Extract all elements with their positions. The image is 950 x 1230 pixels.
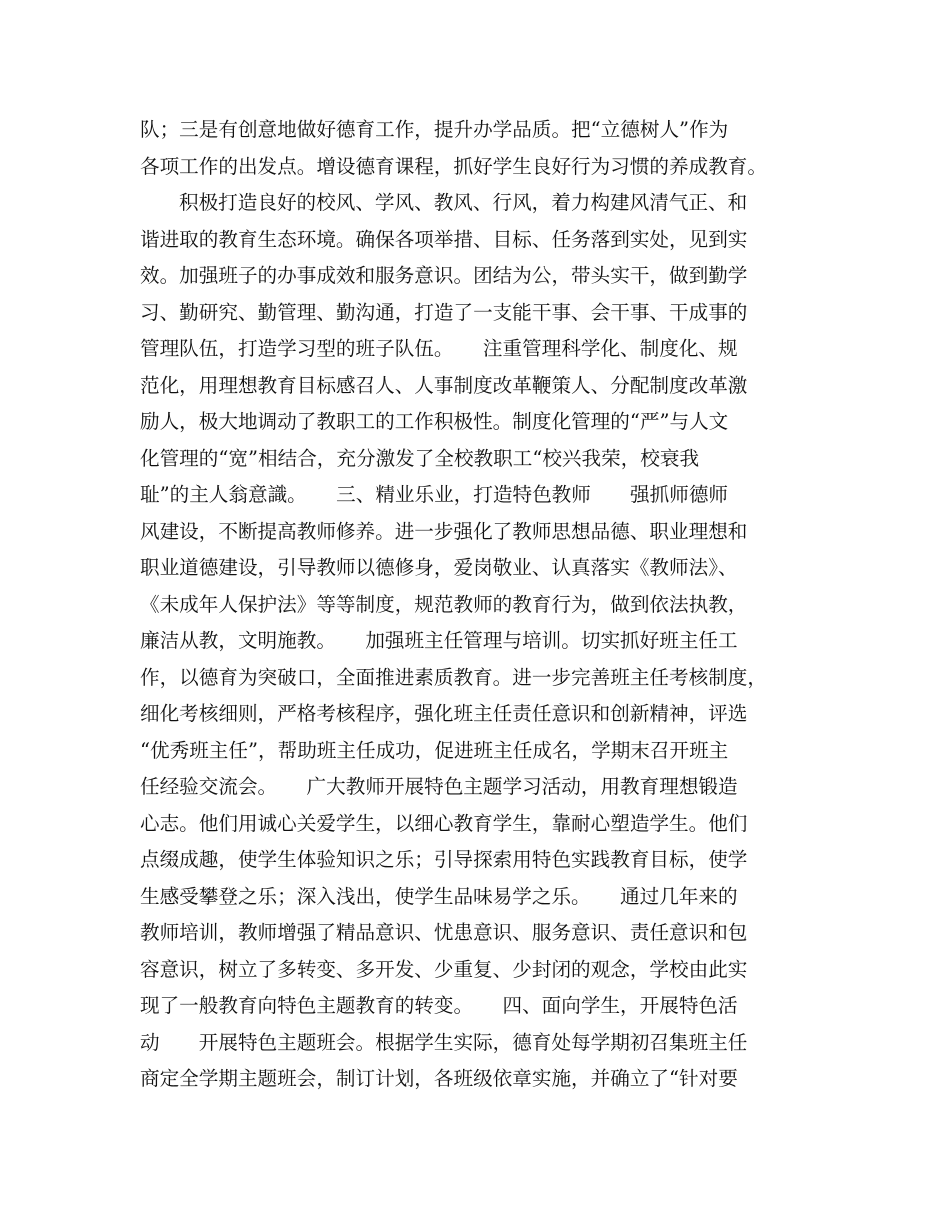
text-line: 动 开展特色主题班会。根据学生实际，德育处每学期初召集班主任 bbox=[140, 1030, 748, 1054]
text-line: 职业道德建设，引导教师以德修身，爱岗敬业、认真落实《教师法》、 bbox=[140, 556, 738, 579]
text-line: 现了一般教育向特色主题教育的转变。 四、面向学生，开展特色活 bbox=[140, 994, 738, 1017]
document-body bbox=[140, 112, 830, 1098]
text-line: 风建设，不断提高教师修养。进一步强化了教师思想品德、职业理想和 bbox=[140, 519, 748, 543]
text-line: 效。加强班子的办事成效和服务意识。团结为公，带头实干，做到勤学 bbox=[140, 264, 748, 287]
text-line: 生感受攀登之乐；深入浅出，使学生品味易学之乐。 通过几年来的 bbox=[140, 884, 738, 908]
text-line: 各项工作的出发点。增设德育课程，抓好学生良好行为习惯的养成教育。 bbox=[140, 154, 767, 178]
text-line: 习、勤研究、勤管理、勤沟通，打造了一支能干事、会干事、干成事的 bbox=[140, 300, 748, 324]
text-line: 容意识，树立了多转变、多开发、少重复、少封闭的观念，学校由此实 bbox=[140, 957, 748, 981]
text-line: 队；三是有创意地做好德育工作，提升办学品质。把“立德树人”作为 bbox=[140, 118, 729, 141]
text-line: 管理队伍，打造学习型的班子队伍。 注重管理科学化、制度化、规 bbox=[140, 337, 738, 360]
text-line: 谐进取的教育生态环境。确保各项举措、目标、任务落到实处，见到实 bbox=[140, 227, 748, 251]
text-line: 教师培训，教师增强了精品意识、忧患意识、服务意识、责任意识和包 bbox=[140, 921, 748, 944]
text-line: 心志。他们用诚心关爱学生，以细心教育学生，靠耐心塑造学生。他们 bbox=[140, 811, 748, 835]
text-line: 廉洁从教，文明施教。 加强班主任管理与培训。切实抓好班主任工 bbox=[140, 629, 738, 652]
text-line: 积极打造良好的校风、学风、教风、行风，着力构建风清气正、和 bbox=[179, 191, 748, 214]
text-line: 《未成年人保护法》等等制度，规范教师的教育行为，做到依法执教， bbox=[140, 592, 748, 616]
text-line: 耻”的主人翁意識。 三、精业乐业，打造特色教师 强抓师德师 bbox=[140, 483, 729, 506]
text-line: 励人，极大地调动了教职工的工作积极性。制度化管理的“严”与人文 bbox=[140, 410, 729, 433]
text-line: 点缀成趣，使学生体验知识之乐；引导探索用特色实践教育目标，使学 bbox=[140, 848, 748, 871]
text-line: 细化考核细则，严格考核程序，强化班主任责任意识和创新精神，评选 bbox=[140, 702, 748, 725]
text-line: 范化，用理想教育目标感召人、人事制度改革鞭策人、分配制度改革激 bbox=[140, 373, 748, 397]
text-line: “优秀班主任”，帮助班主任成功，促进班主任成名，学期末召开班主 bbox=[140, 738, 729, 762]
text-line: 作，以德育为突破口，全面推进素质教育。进一步完善班主任考核制度， bbox=[140, 665, 767, 689]
text-line: 化管理的“宽”相结合，充分激发了全校教职工“校兴我荣，校衰我 bbox=[140, 446, 700, 470]
text-line: 商定全学期主题班会，制订计划，各班级依章实施，并确立了“针对要 bbox=[140, 1067, 738, 1090]
text-line: 任经验交流会。 广大教师开展特色主题学习活动，用教育理想锻造 bbox=[140, 775, 738, 798]
